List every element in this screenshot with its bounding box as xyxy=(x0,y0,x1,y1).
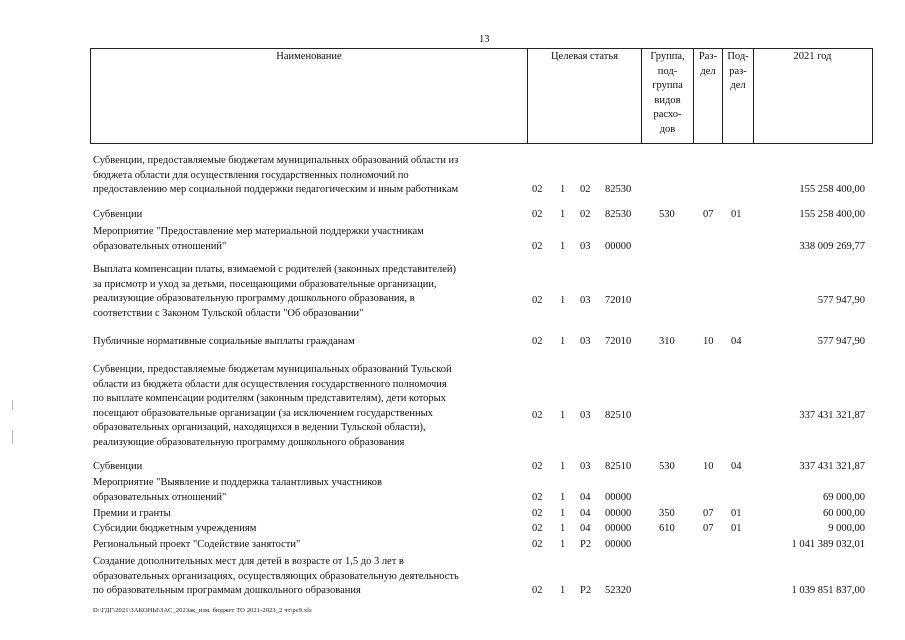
header-group: Группа, под- группа видов расхо- дов xyxy=(650,51,685,135)
cell-code-subprogram: 1 xyxy=(560,585,566,597)
cell-code-main-event: 04 xyxy=(580,491,591,503)
row-name-line: Субвенции, предоставляемые бюджетам муниципальных образований Тульской xyxy=(93,364,452,375)
cell-code-main-event: 03 xyxy=(580,336,591,347)
cell-code-program: 02 xyxy=(532,336,543,347)
cell-code-subprogram: 1 xyxy=(560,409,566,421)
row-name-line: Региональный проект "Содействие занятости" xyxy=(93,539,301,550)
row-name-line: Субвенции xyxy=(93,461,143,472)
cell-amount: 338 009 269,77 xyxy=(799,240,865,252)
row-name xyxy=(93,154,531,198)
cell-section: 07 xyxy=(703,523,714,534)
cell-subsection: 01 xyxy=(731,523,742,534)
cell-expense-group: 310 xyxy=(659,336,675,347)
cell-code-direction: 52320 xyxy=(605,585,632,597)
table-row xyxy=(93,263,873,321)
row-name xyxy=(93,522,531,537)
row-name-line: образовательных организациях, осуществляющих образовательную деятельность xyxy=(93,570,459,582)
cell-amount: 1 041 389 032,01 xyxy=(791,539,865,550)
row-name-line: по образовательным программам дошкольного образования xyxy=(93,585,361,597)
cell-subsection: 01 xyxy=(731,508,742,519)
cell-expense-group: 530 xyxy=(659,209,675,220)
cell-amount: 337 431 321,87 xyxy=(799,461,865,472)
row-name-line: Выплата компенсации платы, взимаемой с родителей (законных представителей) xyxy=(93,264,457,275)
cell-code-direction: 72010 xyxy=(605,336,632,347)
cell-code-main-event: 03 xyxy=(580,295,591,307)
row-name-line: Мероприятие "Предоставление мер материальной поддержки участникам xyxy=(93,226,424,237)
row-name-line: реализующие образовательную программу дошкольного образования, в xyxy=(93,293,415,305)
cell-amount: 337 431 321,87 xyxy=(799,409,865,421)
cell-amount: 1 039 851 837,00 xyxy=(791,585,865,597)
cell-code-main-event: P2 xyxy=(580,539,592,550)
row-name-line: соответствии с Законом Тульской области "Об образовании" xyxy=(93,307,364,319)
cell-code-direction: 00000 xyxy=(605,539,632,550)
row-name-line: Премии и гранты xyxy=(93,508,171,519)
row-name-line: за присмотр и уход за детьми, посещающими образовательные организации, xyxy=(93,278,437,290)
table-row xyxy=(93,225,873,254)
cell-code-program: 02 xyxy=(532,295,543,307)
margin-mark xyxy=(12,430,13,444)
cell-code-program: 02 xyxy=(532,240,543,252)
cell-code-subprogram: 1 xyxy=(560,461,566,472)
row-name-line: образовательных отношений" xyxy=(93,491,227,503)
table-row xyxy=(93,555,873,599)
cell-code-program: 02 xyxy=(532,184,543,196)
cell-code-direction: 82510 xyxy=(605,461,632,472)
cell-expense-group: 530 xyxy=(659,461,675,472)
cell-code-direction: 82530 xyxy=(605,184,632,196)
cell-code-direction: 00000 xyxy=(605,491,632,503)
cell-amount: 155 258 400,00 xyxy=(799,209,865,220)
cell-code-direction: 82530 xyxy=(605,209,632,220)
cell-code-main-event: 03 xyxy=(580,409,591,421)
row-name-line: Субвенции xyxy=(93,209,143,220)
cell-amount: 577 947,90 xyxy=(817,336,865,347)
cell-code-direction: 00000 xyxy=(605,508,632,519)
table-row xyxy=(93,154,873,198)
table-row xyxy=(93,507,873,522)
cell-code-subprogram: 1 xyxy=(560,209,566,220)
cell-section: 10 xyxy=(703,336,714,347)
row-name xyxy=(93,476,531,505)
cell-code-program: 02 xyxy=(532,523,543,534)
cell-code-subprogram: 1 xyxy=(560,295,566,307)
cell-subsection: 01 xyxy=(731,209,742,220)
row-name-line: Публичные нормативные социальные выплаты гражданам xyxy=(93,336,355,347)
table-row xyxy=(93,335,873,350)
cell-section: 10 xyxy=(703,461,714,472)
cell-code-main-event: P2 xyxy=(580,585,592,597)
row-name-line: предоставлению мер социальной поддержки педагогическим и иным работникам xyxy=(93,184,459,196)
cell-code-main-event: 04 xyxy=(580,523,591,534)
table-row xyxy=(93,208,873,223)
cell-amount: 69 000,00 xyxy=(823,491,865,503)
row-name xyxy=(93,555,531,599)
cell-code-direction: 82510 xyxy=(605,409,632,421)
cell-subsection: 04 xyxy=(731,336,742,347)
cell-code-program: 02 xyxy=(532,461,543,472)
header-section: Раз- дел xyxy=(698,51,718,77)
cell-amount: 155 258 400,00 xyxy=(799,184,865,196)
cell-section: 07 xyxy=(703,508,714,519)
cell-code-subprogram: 1 xyxy=(560,539,566,550)
cell-code-direction: 00000 xyxy=(605,523,632,534)
page-number: 13 xyxy=(479,34,490,45)
row-name xyxy=(93,363,531,451)
header-year: 2021 год xyxy=(793,51,832,62)
cell-code-subprogram: 1 xyxy=(560,523,566,534)
cell-code-program: 02 xyxy=(532,585,543,597)
row-name-line: посещают образовательные организации (за исключением государственных xyxy=(93,407,433,419)
cell-code-program: 02 xyxy=(532,209,543,220)
row-name xyxy=(93,225,531,254)
cell-section: 07 xyxy=(703,209,714,220)
row-name-line: по выплате компенсации родителям (законным представителям), дети которых xyxy=(93,393,446,405)
table-row xyxy=(93,522,873,537)
cell-amount: 60 000,00 xyxy=(823,508,865,519)
cell-expense-group: 350 xyxy=(659,508,675,519)
table-row xyxy=(93,538,873,553)
row-name-line: образовательных отношений" xyxy=(93,240,227,252)
cell-code-main-event: 02 xyxy=(580,184,591,196)
cell-expense-group: 610 xyxy=(659,523,675,534)
row-name-line: образовательных организаций, находящихся в ведении Тульской области), xyxy=(93,422,426,434)
table-row xyxy=(93,476,873,505)
table-row xyxy=(93,460,873,475)
row-name-line: реализующие образовательную программу дошкольного образования xyxy=(93,436,405,448)
row-name xyxy=(93,208,531,223)
table-row xyxy=(93,363,873,451)
cell-code-subprogram: 1 xyxy=(560,240,566,252)
row-name-line: области из бюджета области для осуществления государственного полномочия xyxy=(93,378,447,390)
cell-amount: 9 000,00 xyxy=(828,523,865,534)
header-subsection: Под- раз- дел xyxy=(727,51,749,91)
row-name-line: Субсидии бюджетным учреждениям xyxy=(93,523,257,534)
row-name xyxy=(93,538,531,553)
row-name-line: Создание дополнительных мест для детей в возрасте от 1,5 до 3 лет в xyxy=(93,556,404,567)
cell-code-program: 02 xyxy=(532,491,543,503)
row-name-line: Субвенции, предоставляемые бюджетам муниципальных образований области из xyxy=(93,155,459,166)
row-name xyxy=(93,460,531,475)
cell-code-main-event: 03 xyxy=(580,240,591,252)
cell-code-program: 02 xyxy=(532,508,543,519)
header-name: Наименование xyxy=(276,51,342,62)
cell-code-subprogram: 1 xyxy=(560,336,566,347)
cell-code-main-event: 02 xyxy=(580,209,591,220)
cell-code-main-event: 03 xyxy=(580,461,591,472)
row-name xyxy=(93,507,531,522)
cell-code-program: 02 xyxy=(532,409,543,421)
cell-code-subprogram: 1 xyxy=(560,491,566,503)
cell-code-program: 02 xyxy=(532,539,543,550)
row-name-line: бюджета области для осуществления государственных полномочий по xyxy=(93,169,409,181)
cell-code-direction: 72010 xyxy=(605,295,632,307)
cell-code-direction: 00000 xyxy=(605,240,632,252)
margin-mark xyxy=(12,400,13,410)
row-name xyxy=(93,335,531,350)
cell-amount: 577 947,90 xyxy=(817,295,865,307)
file-path-footer: D:\ГДГ\2021\ЗАКОНЫ\ЗАС_2023ак_изм. бюджет ТО 2021-2023_2 чт\рс9.xls xyxy=(93,607,312,614)
row-name-line: Мероприятие "Выявление и поддержка талантливых участников xyxy=(93,477,382,488)
header-target: Целевая статья xyxy=(550,51,619,62)
cell-code-main-event: 04 xyxy=(580,508,591,519)
cell-subsection: 04 xyxy=(731,461,742,472)
cell-code-subprogram: 1 xyxy=(560,184,566,196)
row-name xyxy=(93,263,531,321)
cell-code-subprogram: 1 xyxy=(560,508,566,519)
